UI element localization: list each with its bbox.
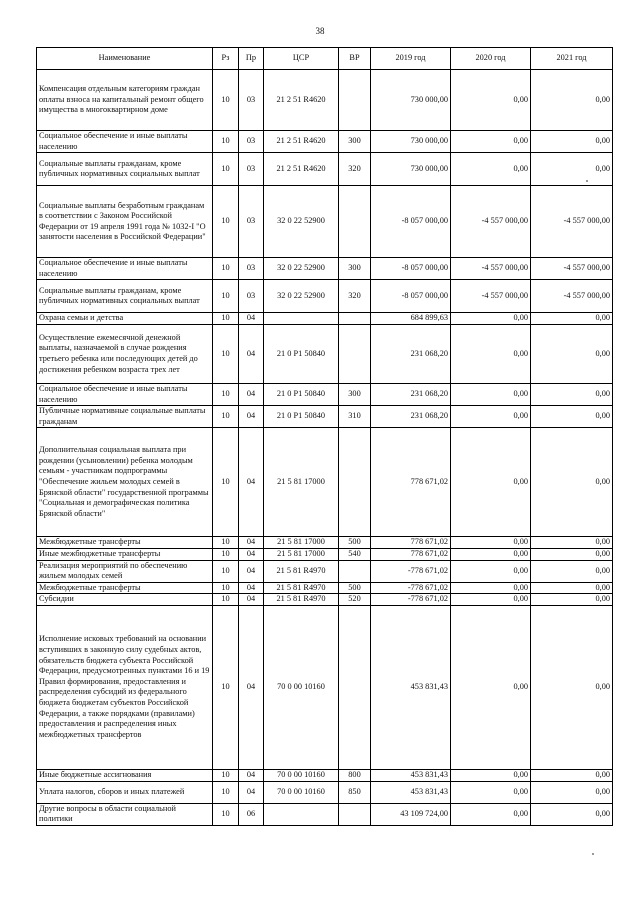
cell-2020: 0,00 bbox=[451, 383, 531, 405]
cell-rz: 10 bbox=[213, 153, 239, 186]
cell-vr bbox=[339, 428, 371, 537]
cell-name: Иные бюджетные ассигнования bbox=[37, 769, 213, 781]
table-row bbox=[37, 803, 613, 825]
cell-name: Охрана семьи и детства bbox=[37, 313, 213, 325]
cell-vr: 300 bbox=[339, 131, 371, 153]
cell-pr: 04 bbox=[239, 605, 264, 769]
cell-pr: 04 bbox=[239, 313, 264, 325]
cell-2021: 0,00 bbox=[531, 406, 613, 428]
table-row bbox=[37, 560, 613, 582]
cell-csr: 21 5 81 17000 bbox=[264, 428, 339, 537]
cell-name: Дополнительная социальная выплата при рождении (усыновлении) ребенка молодым семьям - участникам подпрограммы "Обеспечение жильем молодых семей в Брянской области" государственной программы "Социальная и демографическая политика Брянской области" bbox=[37, 428, 213, 537]
cell-vr: 500 bbox=[339, 537, 371, 549]
cell-2019: 778 671,02 bbox=[371, 537, 451, 549]
budget-table bbox=[36, 47, 613, 826]
cell-2020: 0,00 bbox=[451, 313, 531, 325]
cell-csr: 21 2 51 R4620 bbox=[264, 131, 339, 153]
cell-vr: 800 bbox=[339, 769, 371, 781]
cell-rz: 10 bbox=[213, 605, 239, 769]
cell-2019: -778 671,02 bbox=[371, 560, 451, 582]
cell-pr: 03 bbox=[239, 280, 264, 313]
cell-vr bbox=[339, 313, 371, 325]
cell-csr: 21 5 81 R4970 bbox=[264, 594, 339, 606]
cell-vr bbox=[339, 605, 371, 769]
cell-2020: 0,00 bbox=[451, 560, 531, 582]
cell-name: Социальные выплаты гражданам, кроме публичных нормативных социальных выплат bbox=[37, 280, 213, 313]
cell-rz: 10 bbox=[213, 383, 239, 405]
cell-2021: 0,00 bbox=[531, 605, 613, 769]
cell-2021: 0,00 bbox=[531, 313, 613, 325]
cell-2019: -8 057 000,00 bbox=[371, 258, 451, 280]
cell-name: Межбюджетные трансферты bbox=[37, 582, 213, 594]
cell-2020: 0,00 bbox=[451, 131, 531, 153]
cell-2021: 0,00 bbox=[531, 582, 613, 594]
cell-2020: 0,00 bbox=[451, 324, 531, 383]
cell-name: Реализация мероприятий по обеспечению жильем молодых семей bbox=[37, 560, 213, 582]
cell-name: Социальное обеспечение и иные выплаты населению bbox=[37, 131, 213, 153]
cell-rz: 10 bbox=[213, 560, 239, 582]
cell-2019: 453 831,43 bbox=[371, 781, 451, 803]
table-row bbox=[37, 428, 613, 537]
table-row bbox=[37, 537, 613, 549]
table-header-row bbox=[37, 48, 613, 70]
cell-name: Социальные выплаты безработным гражданам в соответствии с Законом Российской Федерации от 19 апреля 1991 года № 1032-I "О занятости населения в Российской Федерации" bbox=[37, 186, 213, 258]
cell-csr: 21 2 51 R4620 bbox=[264, 153, 339, 186]
cell-vr: 520 bbox=[339, 594, 371, 606]
cell-rz: 10 bbox=[213, 186, 239, 258]
cell-2020: 0,00 bbox=[451, 70, 531, 131]
cell-2019: -8 057 000,00 bbox=[371, 186, 451, 258]
cell-2019: -778 671,02 bbox=[371, 594, 451, 606]
cell-rz: 10 bbox=[213, 428, 239, 537]
cell-rz: 10 bbox=[213, 70, 239, 131]
cell-pr: 06 bbox=[239, 803, 264, 825]
cell-2020: 0,00 bbox=[451, 605, 531, 769]
cell-csr: 21 0 P1 50840 bbox=[264, 406, 339, 428]
cell-pr: 03 bbox=[239, 258, 264, 280]
cell-2020: 0,00 bbox=[451, 803, 531, 825]
cell-pr: 04 bbox=[239, 324, 264, 383]
cell-2020: -4 557 000,00 bbox=[451, 280, 531, 313]
cell-2020: 0,00 bbox=[451, 582, 531, 594]
header-name: Наименование bbox=[37, 48, 213, 70]
cell-pr: 04 bbox=[239, 582, 264, 594]
cell-csr: 21 5 81 17000 bbox=[264, 548, 339, 560]
cell-vr: 310 bbox=[339, 406, 371, 428]
header-2019: 2019 год bbox=[371, 48, 451, 70]
table-row bbox=[37, 406, 613, 428]
cell-vr bbox=[339, 70, 371, 131]
cell-vr bbox=[339, 324, 371, 383]
cell-vr: 500 bbox=[339, 582, 371, 594]
cell-2021: 0,00 bbox=[531, 383, 613, 405]
header-pr: Пр bbox=[239, 48, 264, 70]
table-body bbox=[37, 70, 613, 826]
cell-rz: 10 bbox=[213, 313, 239, 325]
cell-rz: 10 bbox=[213, 769, 239, 781]
cell-csr: 21 5 81 R4970 bbox=[264, 560, 339, 582]
cell-csr bbox=[264, 313, 339, 325]
cell-vr: 320 bbox=[339, 153, 371, 186]
cell-pr: 03 bbox=[239, 153, 264, 186]
cell-2019: 778 671,02 bbox=[371, 548, 451, 560]
cell-2019: -8 057 000,00 bbox=[371, 280, 451, 313]
cell-2019: 43 109 724,00 bbox=[371, 803, 451, 825]
cell-name: Социальное обеспечение и иные выплаты населению bbox=[37, 258, 213, 280]
header-rz: Рз bbox=[213, 48, 239, 70]
cell-2021: 0,00 bbox=[531, 70, 613, 131]
cell-csr: 32 0 22 52900 bbox=[264, 258, 339, 280]
cell-2021: 0,00 bbox=[531, 548, 613, 560]
cell-name: Иные межбюджетные трансферты bbox=[37, 548, 213, 560]
cell-name: Осуществление ежемесячной денежной выплаты, назначаемой в случае рождения третьего ребенка или последующих детей до достижения ребенком возраста трех лет bbox=[37, 324, 213, 383]
cell-rz: 10 bbox=[213, 803, 239, 825]
table-row bbox=[37, 131, 613, 153]
cell-2021: 0,00 bbox=[531, 769, 613, 781]
cell-csr: 70 0 00 10160 bbox=[264, 769, 339, 781]
cell-2020: -4 557 000,00 bbox=[451, 186, 531, 258]
cell-2020: 0,00 bbox=[451, 594, 531, 606]
cell-pr: 04 bbox=[239, 769, 264, 781]
cell-pr: 04 bbox=[239, 781, 264, 803]
cell-pr: 04 bbox=[239, 560, 264, 582]
table-row bbox=[37, 258, 613, 280]
table-row bbox=[37, 313, 613, 325]
cell-pr: 04 bbox=[239, 383, 264, 405]
header-vr: ВР bbox=[339, 48, 371, 70]
cell-vr bbox=[339, 560, 371, 582]
cell-vr: 300 bbox=[339, 383, 371, 405]
cell-2019: 231 068,20 bbox=[371, 383, 451, 405]
cell-rz: 10 bbox=[213, 324, 239, 383]
scan-speck bbox=[592, 853, 594, 855]
scan-speck bbox=[586, 180, 588, 182]
cell-name: Компенсация отдельным категориям граждан оплаты взноса на капитальный ремонт общего имущества в многоквартирном доме bbox=[37, 70, 213, 131]
cell-pr: 03 bbox=[239, 70, 264, 131]
table-row bbox=[37, 582, 613, 594]
cell-pr: 03 bbox=[239, 131, 264, 153]
cell-2020: -4 557 000,00 bbox=[451, 258, 531, 280]
cell-csr: 70 0 00 10160 bbox=[264, 605, 339, 769]
cell-rz: 10 bbox=[213, 258, 239, 280]
table-row bbox=[37, 324, 613, 383]
cell-rz: 10 bbox=[213, 280, 239, 313]
cell-2021: 0,00 bbox=[531, 153, 613, 186]
cell-name: Социальные выплаты гражданам, кроме публичных нормативных социальных выплат bbox=[37, 153, 213, 186]
cell-2020: 0,00 bbox=[451, 781, 531, 803]
cell-rz: 10 bbox=[213, 781, 239, 803]
cell-vr: 300 bbox=[339, 258, 371, 280]
cell-2020: 0,00 bbox=[451, 769, 531, 781]
cell-2020: 0,00 bbox=[451, 537, 531, 549]
cell-name: Социальное обеспечение и иные выплаты населению bbox=[37, 383, 213, 405]
cell-name: Межбюджетные трансферты bbox=[37, 537, 213, 549]
cell-2021: -4 557 000,00 bbox=[531, 280, 613, 313]
table-row bbox=[37, 280, 613, 313]
cell-rz: 10 bbox=[213, 582, 239, 594]
table-row bbox=[37, 383, 613, 405]
cell-2019: -778 671,02 bbox=[371, 582, 451, 594]
cell-2020: 0,00 bbox=[451, 548, 531, 560]
cell-vr bbox=[339, 186, 371, 258]
cell-csr: 21 0 P1 50840 bbox=[264, 383, 339, 405]
cell-pr: 04 bbox=[239, 537, 264, 549]
cell-pr: 04 bbox=[239, 406, 264, 428]
cell-name: Другие вопросы в области социальной политики bbox=[37, 803, 213, 825]
cell-2019: 231 068,20 bbox=[371, 324, 451, 383]
table-row bbox=[37, 781, 613, 803]
cell-2020: 0,00 bbox=[451, 406, 531, 428]
cell-2021: 0,00 bbox=[531, 781, 613, 803]
cell-2019: 453 831,43 bbox=[371, 769, 451, 781]
cell-csr: 32 0 22 52900 bbox=[264, 280, 339, 313]
cell-csr: 21 2 51 R4620 bbox=[264, 70, 339, 131]
table-row bbox=[37, 70, 613, 131]
table-row bbox=[37, 548, 613, 560]
cell-name: Публичные нормативные социальные выплаты гражданам bbox=[37, 406, 213, 428]
cell-rz: 10 bbox=[213, 131, 239, 153]
cell-2021: 0,00 bbox=[531, 803, 613, 825]
cell-rz: 10 bbox=[213, 537, 239, 549]
cell-vr: 320 bbox=[339, 280, 371, 313]
table-row bbox=[37, 594, 613, 606]
cell-pr: 03 bbox=[239, 186, 264, 258]
cell-2019: 684 899,63 bbox=[371, 313, 451, 325]
header-2021: 2021 год bbox=[531, 48, 613, 70]
cell-2021: -4 557 000,00 bbox=[531, 258, 613, 280]
cell-pr: 04 bbox=[239, 428, 264, 537]
cell-vr: 540 bbox=[339, 548, 371, 560]
table-row bbox=[37, 605, 613, 769]
cell-2021: 0,00 bbox=[531, 537, 613, 549]
cell-2021: 0,00 bbox=[531, 324, 613, 383]
cell-rz: 10 bbox=[213, 406, 239, 428]
cell-rz: 10 bbox=[213, 548, 239, 560]
cell-pr: 04 bbox=[239, 594, 264, 606]
cell-vr: 850 bbox=[339, 781, 371, 803]
cell-2021: 0,00 bbox=[531, 131, 613, 153]
cell-rz: 10 bbox=[213, 594, 239, 606]
cell-csr bbox=[264, 803, 339, 825]
cell-2019: 730 000,00 bbox=[371, 70, 451, 131]
cell-2019: 231 068,20 bbox=[371, 406, 451, 428]
cell-2021: -4 557 000,00 bbox=[531, 186, 613, 258]
cell-2021: 0,00 bbox=[531, 560, 613, 582]
cell-csr: 32 0 22 52900 bbox=[264, 186, 339, 258]
cell-2020: 0,00 bbox=[451, 153, 531, 186]
cell-name: Уплата налогов, сборов и иных платежей bbox=[37, 781, 213, 803]
table-row bbox=[37, 153, 613, 186]
cell-name: Субсидии bbox=[37, 594, 213, 606]
cell-csr: 21 0 P1 50840 bbox=[264, 324, 339, 383]
cell-2021: 0,00 bbox=[531, 428, 613, 537]
cell-2019: 730 000,00 bbox=[371, 131, 451, 153]
header-csr: ЦСР bbox=[264, 48, 339, 70]
cell-2019: 730 000,00 bbox=[371, 153, 451, 186]
cell-csr: 21 5 81 R4970 bbox=[264, 582, 339, 594]
cell-2019: 778 671,02 bbox=[371, 428, 451, 537]
page-number: 38 bbox=[315, 26, 325, 36]
cell-2021: 0,00 bbox=[531, 594, 613, 606]
cell-vr bbox=[339, 803, 371, 825]
header-2020: 2020 год bbox=[451, 48, 531, 70]
cell-name: Исполнение исковых требований на основании вступивших в законную силу судебных актов, обязательств бюджета субъекта Российской Федерации, предусмотренных пунктами 16 и 19 Правил формирования, предоставления и распределения субсидий из федерального бюджета бюджетам субъектов Российской Федерации, а также порядками (правилами) предоставления и распределения иных межбюджетных трансфертов bbox=[37, 605, 213, 769]
cell-2019: 453 831,43 bbox=[371, 605, 451, 769]
cell-csr: 70 0 00 10160 bbox=[264, 781, 339, 803]
table-row bbox=[37, 186, 613, 258]
cell-2020: 0,00 bbox=[451, 428, 531, 537]
table-row bbox=[37, 769, 613, 781]
cell-csr: 21 5 81 17000 bbox=[264, 537, 339, 549]
cell-pr: 04 bbox=[239, 548, 264, 560]
